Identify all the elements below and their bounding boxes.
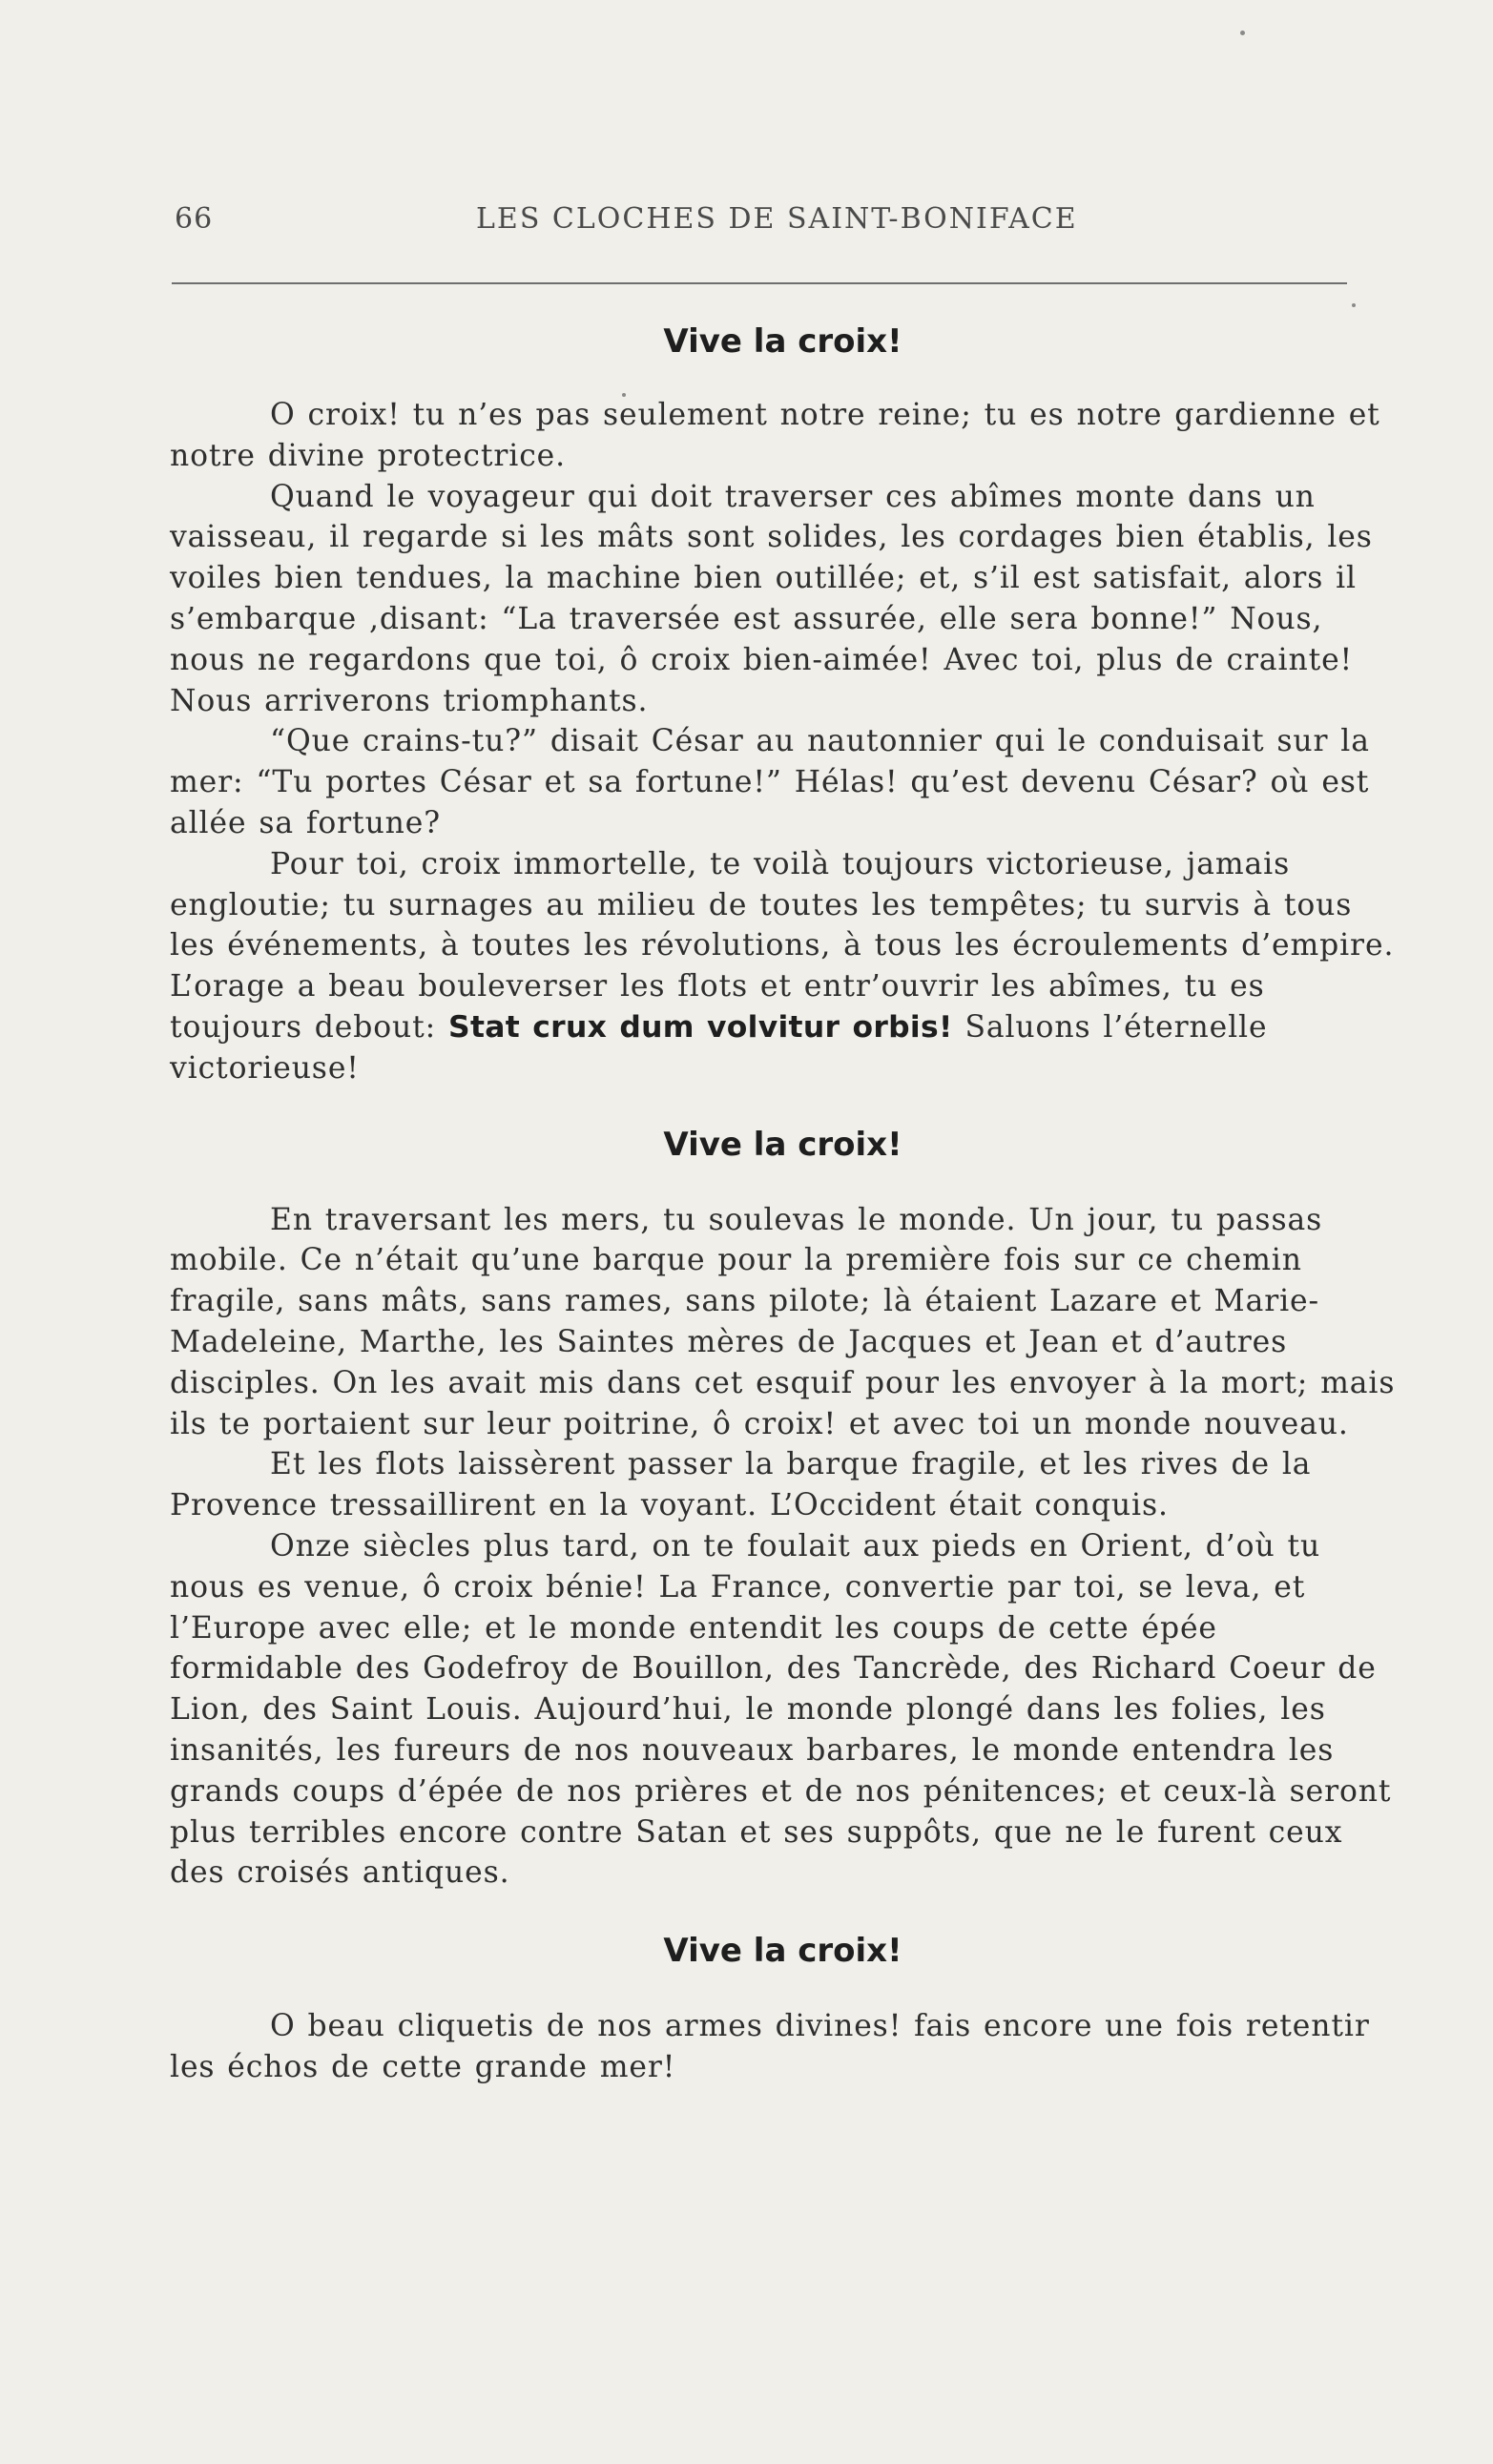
paper-speck	[622, 393, 626, 397]
section-heading: Vive la croix!	[663, 1932, 902, 1971]
paragraph	[170, 844, 1396, 1089]
header-rule	[172, 282, 1347, 284]
paragraph: “Que crains-tu?” disait César au nautonnier qui le conduisait sur la mer: “Tu portes César et sa fortune!” Hélas! qu’est devenu César? où est allée sa fortune?	[170, 724, 1370, 840]
paragraph: Et les flots laissèrent passer la barque fragile, et les rives de la Provence tressaillirent en la voyant. L’Occident était conquis.	[170, 1447, 1312, 1523]
paragraph-text: Saluons l’éternelle victorieuse!	[170, 1009, 1268, 1086]
page-header	[175, 202, 1350, 244]
paragraph: En traversant les mers, tu soulevas le monde. Un jour, tu passas mobile. Ce n’était qu’une barque pour la première fois sur ce chemin fragile, sans mâts, sans rames, sans pilote; là étaient Lazare et Marie-Madeleine, Marthe, les Saintes mères de Jacques et Jean et d’autres disciples. On les avait mis dans cet esquif pour les envoyer à la mort; mais ils te portaient sur leur poitrine, ô croix! et avec toi un monde nouveau.	[170, 1202, 1396, 1441]
section-heading: Vive la croix!	[663, 1125, 902, 1164]
paragraph: Quand le voyageur qui doit traverser ces abîmes monte dans un vaisseau, il regarde si les mâts sont solides, les cordages bien établis, les voiles bien tendues, la machine bien outillée; et, s’il est satisfait, alors il s’embarque ,disant: “La traversée est assurée, elle sera bonne!” Nous, nous ne regardons que toi, ô croix bien-aimée! Avec toi, plus de crainte! Nous arriverons triomphants.	[170, 479, 1373, 718]
paper-speck	[1240, 31, 1245, 35]
section-heading: Vive la croix!	[663, 322, 902, 361]
paragraph: O beau cliquetis de nos armes divines! fais encore une fois retentir les échos de cette grande mer!	[170, 2009, 1370, 2084]
running-title: LES CLOCHES DE SAINT-BONIFACE	[476, 202, 1078, 236]
paragraph-text: Pour toi, croix immortelle, te voilà toujours victorieuse, jamais engloutie; tu surnages au milieu de toutes les tempêtes; tu survis à tous les événements, à toutes les révolutions, à tous les écroulements d’empire. L’orage a beau bouleverser les flots et entr’ouvrir les abîmes, tu es toujours debout:	[170, 846, 1395, 1045]
paper-speck	[1352, 303, 1356, 307]
latin-motto: Stat crux dum volvitur orbis!	[448, 1009, 953, 1045]
page-number: 66	[175, 202, 214, 236]
page-body	[170, 321, 1396, 2088]
paragraph: O croix! tu n’es pas seulement notre reine; tu es notre gardienne et notre divine protectrice.	[170, 398, 1380, 473]
paragraph: Onze siècles plus tard, on te foulait aux pieds en Orient, d’où tu nous es venue, ô croix bénie! La France, convertie par toi, se leva, et l’Europe avec elle; et le monde entendit les coups de cette épée formidable des Godefroy de Bouillon, des Tancrède, des Richard Coeur de Lion, des Saint Louis. Aujourd’hui, le monde plongé dans les folies, les insanités, les fureurs de nos nouveaux barbares, le monde entendra les grands coups d’épée de nos prières et de nos pénitences; et ceux-là seront plus terribles encore contre Satan et ses suppôts, que ne le furent ceux des croisés antiques.	[170, 1528, 1392, 1891]
